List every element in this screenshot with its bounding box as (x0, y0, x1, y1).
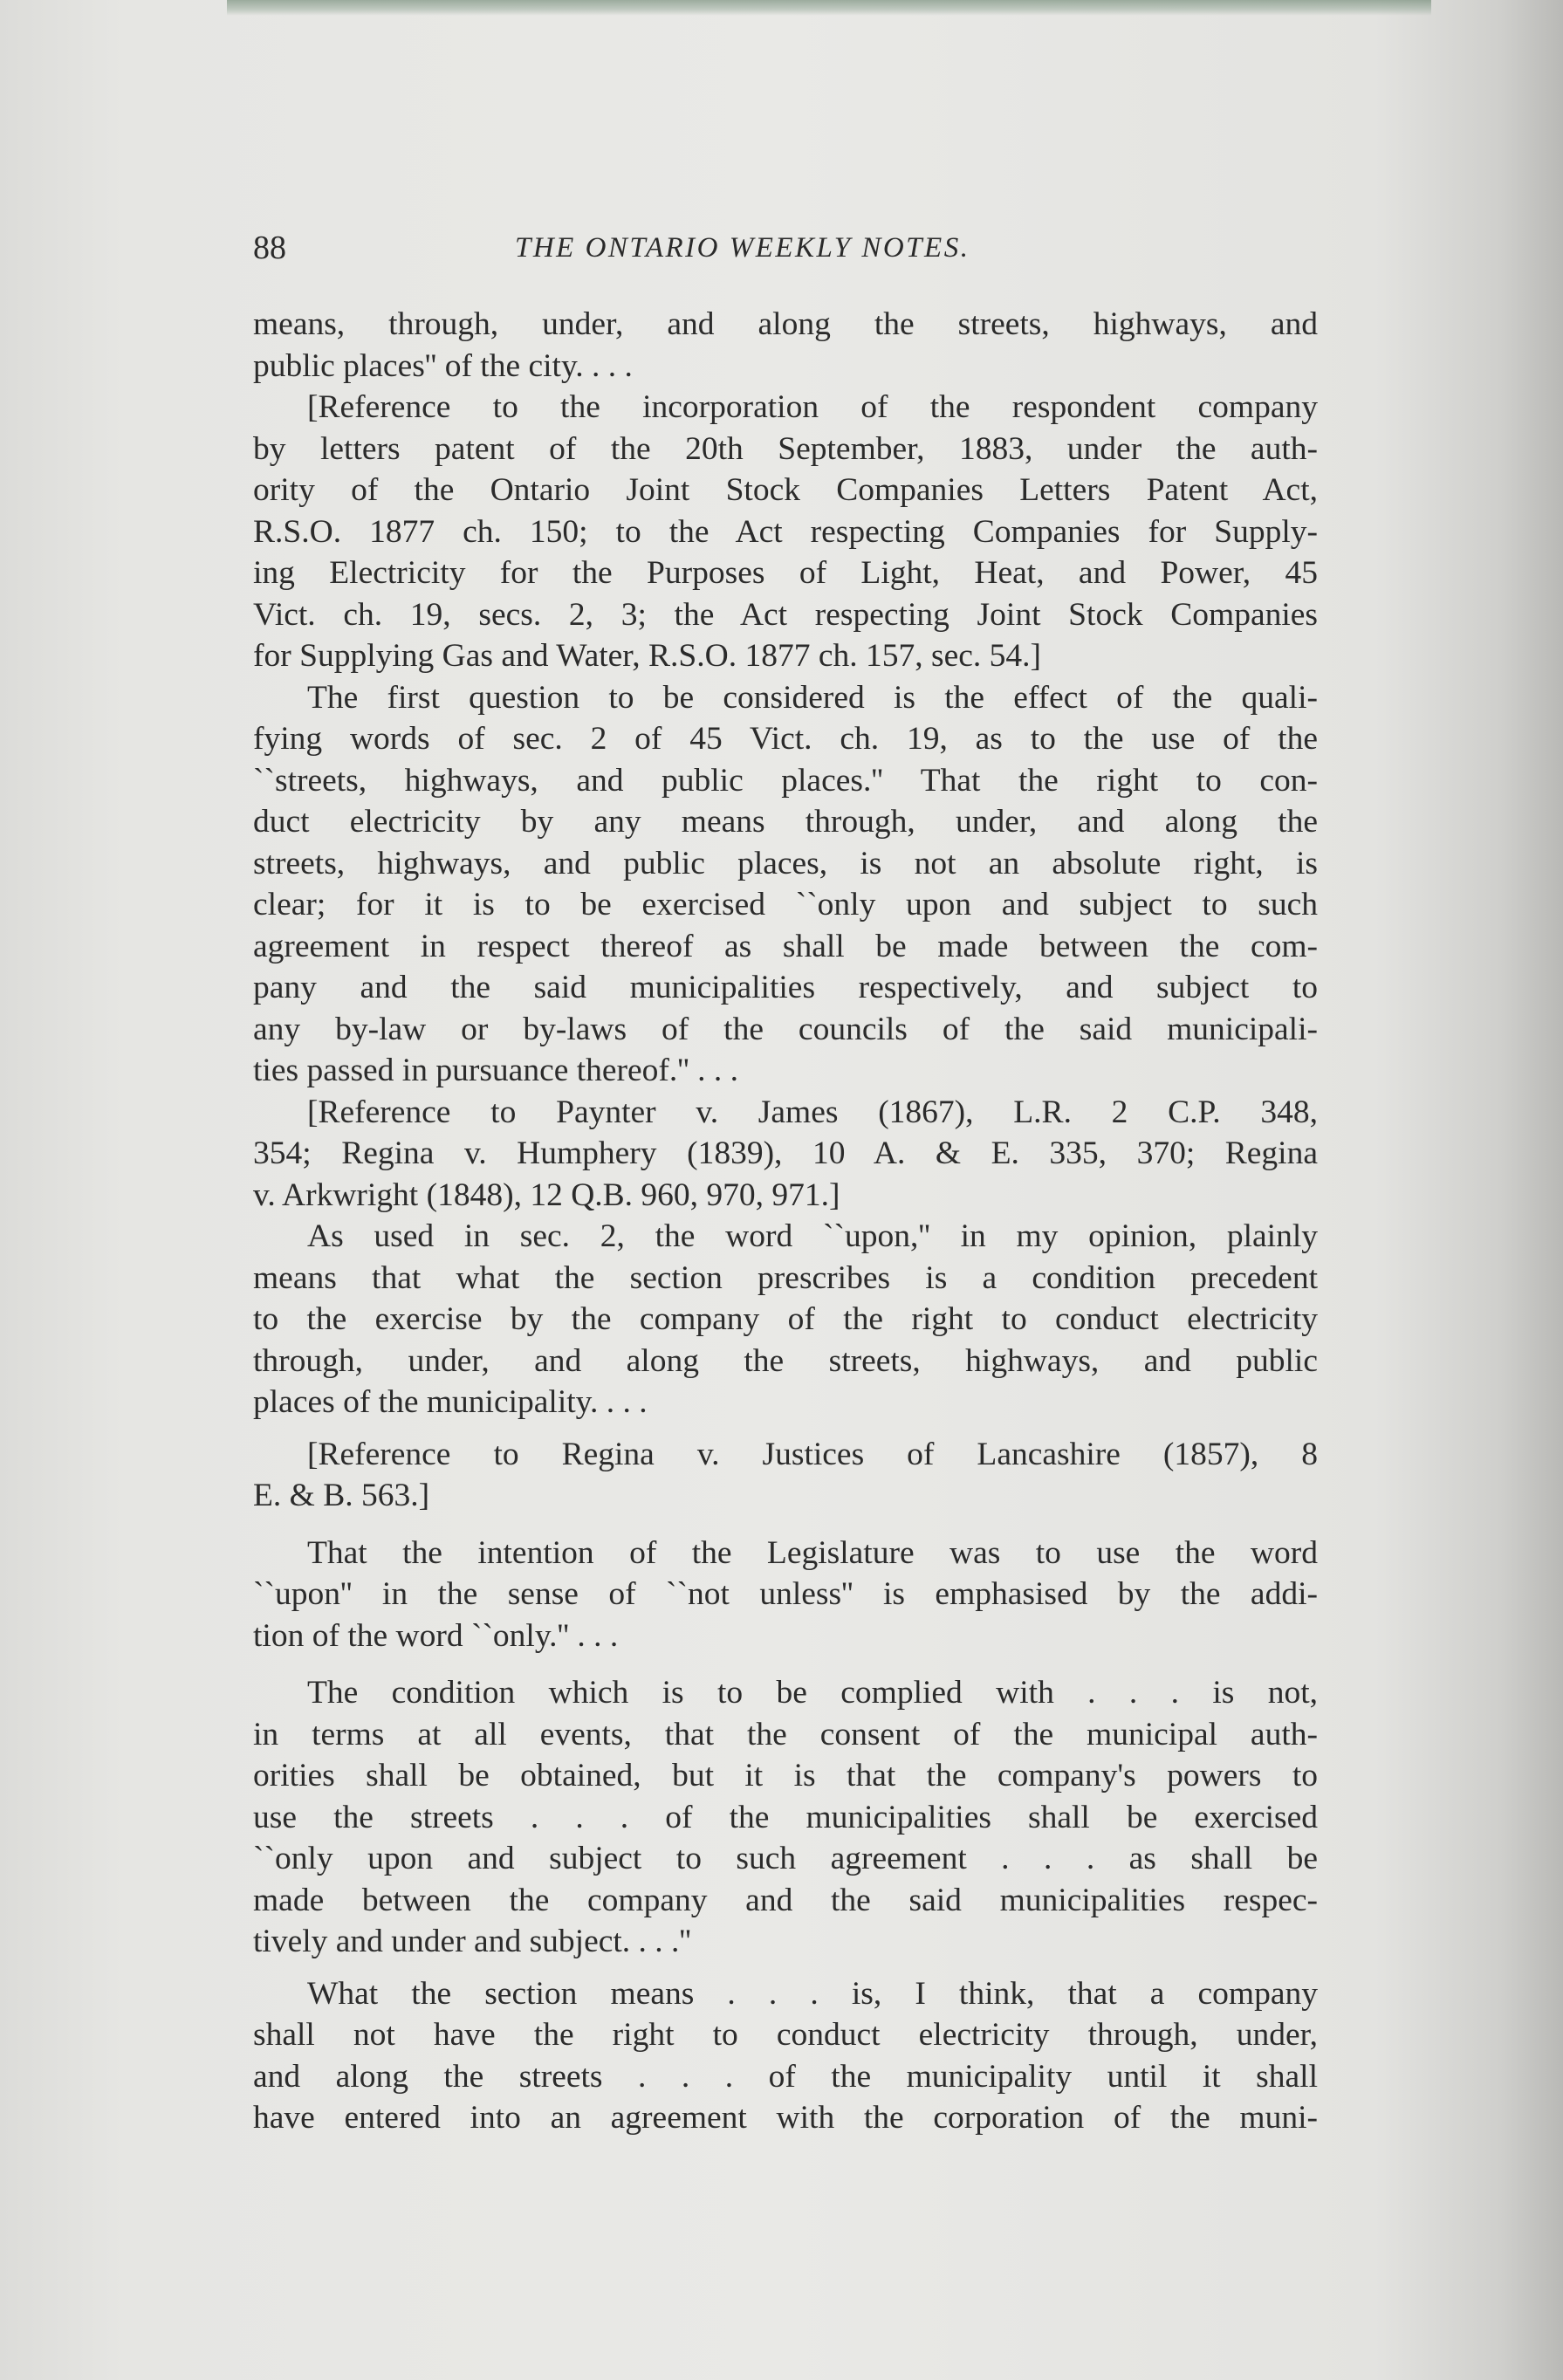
text-line: ing Electricity for the Purposes of Light, Heat, and Power, 45 (253, 555, 1318, 591)
text-line: tively and under and subject. . . .'' (253, 1924, 691, 1959)
page-number: 88 (253, 230, 286, 266)
text-line: The first question to be considered is the effect of the quali- (307, 679, 1318, 716)
text-line: shall not have the right to conduct electricity through, under, (253, 2017, 1318, 2053)
text-line: 354; Regina v. Humphery (1839), 10 A. & E. 335, 370; Regina (253, 1135, 1318, 1171)
text-line: That the intention of the Legislature was to use the word (307, 1534, 1318, 1571)
text-line: public places'' of the city. . . . (253, 347, 633, 384)
page-edge-shadow (227, 0, 1431, 16)
text-line: fying words of sec. 2 of 45 Vict. ch. 19, as to the use of the (253, 721, 1318, 757)
paragraph (253, 1216, 1318, 1423)
body-text (253, 304, 1318, 2139)
text-line: to the exercise by the company of the right to conduct electricity (253, 1301, 1318, 1337)
text-line: R.S.O. 1877 ch. 150; to the Act respecting Companies for Supply- (253, 513, 1318, 550)
paragraph (253, 1092, 1318, 1217)
text-line: The condition which is to be complied with . . . is not, (307, 1675, 1318, 1711)
text-line: means that what the section prescribes is a condition precedent (253, 1259, 1318, 1296)
text-line: for Supplying Gas and Water, R.S.O. 1877 ch. 157, sec. 54.] (253, 638, 1042, 674)
text-line: [Reference to Regina v. Justices of Lancashire (1857), 8 (307, 1436, 1318, 1472)
text-line: clear; for it is to be exercised ``only upon and subject to such (253, 887, 1318, 923)
text-line: any by-law or by-laws of the councils of the said municipali- (253, 1011, 1318, 1047)
text-line: have entered into an agreement with the corporation of the muni- (253, 2100, 1318, 2136)
text-line: by letters patent of the 20th September, 1883, under the auth- (253, 430, 1318, 467)
text-line: and along the streets . . . of the municipality until it shall (253, 2058, 1318, 2095)
paragraph (253, 1672, 1318, 1963)
paragraph (253, 677, 1318, 1092)
text-line: ``only upon and subject to such agreement . . . as shall be (253, 1841, 1318, 1876)
text-line: duct electricity by any means through, under, and along the (253, 804, 1318, 840)
text-line: Vict. ch. 19, secs. 2, 3; the Act respecting Joint Stock Companies (253, 596, 1318, 633)
text-line: E. & B. 563.] (253, 1478, 430, 1513)
text-line: through, under, and along the streets, highways, and public (253, 1342, 1318, 1379)
text-line: means, through, under, and along the streets, highways, and (253, 306, 1318, 342)
paragraph (253, 304, 1318, 387)
text-line: What the section means . . . is, I think, that a company (307, 1975, 1318, 2012)
running-title: THE ONTARIO WEEKLY NOTES. (515, 232, 970, 264)
paragraph (253, 1533, 1318, 1657)
text-line: ``streets, highways, and public places.'' That the right to con- (253, 762, 1318, 799)
text-line: ority of the Ontario Joint Stock Companies Letters Patent Act, (253, 472, 1318, 508)
paragraph (253, 1973, 1318, 2139)
text-line: in terms at all events, that the consent of the municipal auth- (253, 1716, 1318, 1752)
text-line: ties passed in pursuance thereof.'' . . . (253, 1053, 739, 1088)
text-line: agreement in respect thereof as shall be made between the com- (253, 928, 1318, 964)
text-line: As used in sec. 2, the word ``upon,'' in my opinion, plainly (307, 1218, 1318, 1254)
text-line: streets, highways, and public places, is not an absolute right, is (253, 845, 1318, 881)
text-line: [Reference to the incorporation of the respondent company (307, 389, 1318, 425)
text-line: made between the company and the said municipalities respec- (253, 1882, 1318, 1918)
text-line: ``upon'' in the sense of ``not unless'' is emphasised by the addi- (253, 1576, 1318, 1612)
page-header (253, 229, 1318, 274)
text-line: tion of the word ``only.'' . . . (253, 1617, 619, 1654)
text-line: pany and the said municipalities respectively, and subject to (253, 970, 1318, 1005)
paragraph (253, 387, 1318, 677)
text-line: orities shall be obtained, but it is that the company's powers to (253, 1758, 1318, 1794)
text-line: v. Arkwright (1848), 12 Q.B. 960, 970, 971.] (253, 1176, 840, 1213)
text-line: places of the municipality. . . . (253, 1384, 648, 1420)
text-line: [Reference to Paynter v. James (1867), L.R. 2 C.P. 348, (307, 1094, 1318, 1130)
text-line: use the streets . . . of the municipalities shall be exercised (253, 1799, 1318, 1835)
paragraph (253, 1434, 1318, 1517)
